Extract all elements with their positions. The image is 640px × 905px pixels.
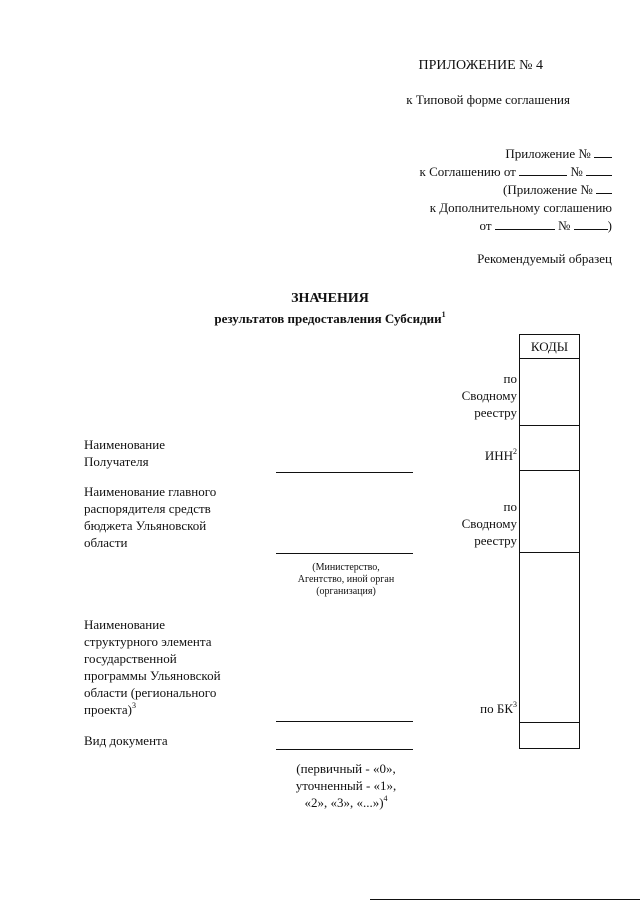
appendix-number-label: Приложение № xyxy=(505,146,591,161)
agreement-no-label: № xyxy=(570,164,583,179)
document-type-field-line[interactable] xyxy=(276,749,413,750)
document-type-hint: (первичный - «0», уточненный - «1», «2», «3», «...»)$^4$ xyxy=(295,761,397,810)
additional-date-blank[interactable] xyxy=(495,218,555,230)
footnote-1: 1 xyxy=(441,310,446,319)
paren-appendix-label: (Приложение № xyxy=(502,182,593,197)
chief-manager-field-line[interactable] xyxy=(276,553,413,554)
recipient-label: Наименование Получателя xyxy=(84,437,165,469)
additional-agreement-date-line xyxy=(479,218,612,234)
recommended-sample: Рекомендуемый образец xyxy=(477,251,612,266)
codes-divider xyxy=(520,722,579,723)
paren-appendix-line xyxy=(503,182,612,198)
structural-element-field-line[interactable] xyxy=(276,721,413,722)
document-title: ЗНАЧЕНИЯ xyxy=(291,291,369,306)
svodny-reestr-label-1: по Сводному реестру xyxy=(461,371,517,420)
document-subtitle xyxy=(170,311,490,327)
additional-number-blank[interactable] xyxy=(574,218,608,230)
svodny-reestr-label-2: по Сводному реестру xyxy=(461,499,517,548)
codes-header: КОДЫ xyxy=(530,339,569,354)
footnote-4: 4 xyxy=(383,794,388,803)
footnote-3: 3 xyxy=(513,700,517,709)
footnote-separator xyxy=(370,899,640,900)
codes-divider xyxy=(520,470,579,471)
chief-manager-label: Наименование главного распорядителя средств бюджета Ульяновской области xyxy=(84,484,217,550)
additional-from-label: от xyxy=(479,218,492,233)
codes-table xyxy=(519,334,580,749)
codes-divider xyxy=(520,552,579,553)
chief-manager-hint: (Министерство, Агентство, иной орган (организация) xyxy=(297,562,395,597)
additional-agreement-label: к Дополнительному соглашению xyxy=(429,200,612,215)
document-type-label: Вид документа xyxy=(84,733,168,748)
close-paren: ) xyxy=(607,218,612,233)
recipient-field-line[interactable] xyxy=(276,472,413,473)
paren-appendix-blank[interactable] xyxy=(596,182,612,194)
codes-divider xyxy=(520,425,579,426)
agreement-date-blank[interactable] xyxy=(519,164,567,176)
subtitle-text: результатов предоставления Субсидии xyxy=(214,311,442,326)
appendix-number-line xyxy=(505,146,612,162)
inn-label: ИНН$^2$ xyxy=(484,447,517,463)
footnote-3: 3 xyxy=(131,701,136,710)
to-typical-form: к Типовой форме соглашения xyxy=(406,92,570,107)
bk-label: по $БК^3$ xyxy=(480,700,517,716)
footnote-2: 2 xyxy=(513,447,517,456)
agreement-date-line xyxy=(420,164,613,180)
agreement-from-label: к Соглашению от xyxy=(419,164,516,179)
structural-element-label: Наименование структурного элемента государственной программы Ульяновской области (регионального проекта)$^3$ xyxy=(84,617,221,717)
additional-no-label: № xyxy=(558,218,571,233)
codes-divider xyxy=(520,358,579,359)
appendix-number-blank[interactable] xyxy=(594,146,612,158)
appendix-title: ПРИЛОЖЕНИЕ № 4 xyxy=(418,58,543,73)
agreement-number-blank[interactable] xyxy=(586,164,612,176)
